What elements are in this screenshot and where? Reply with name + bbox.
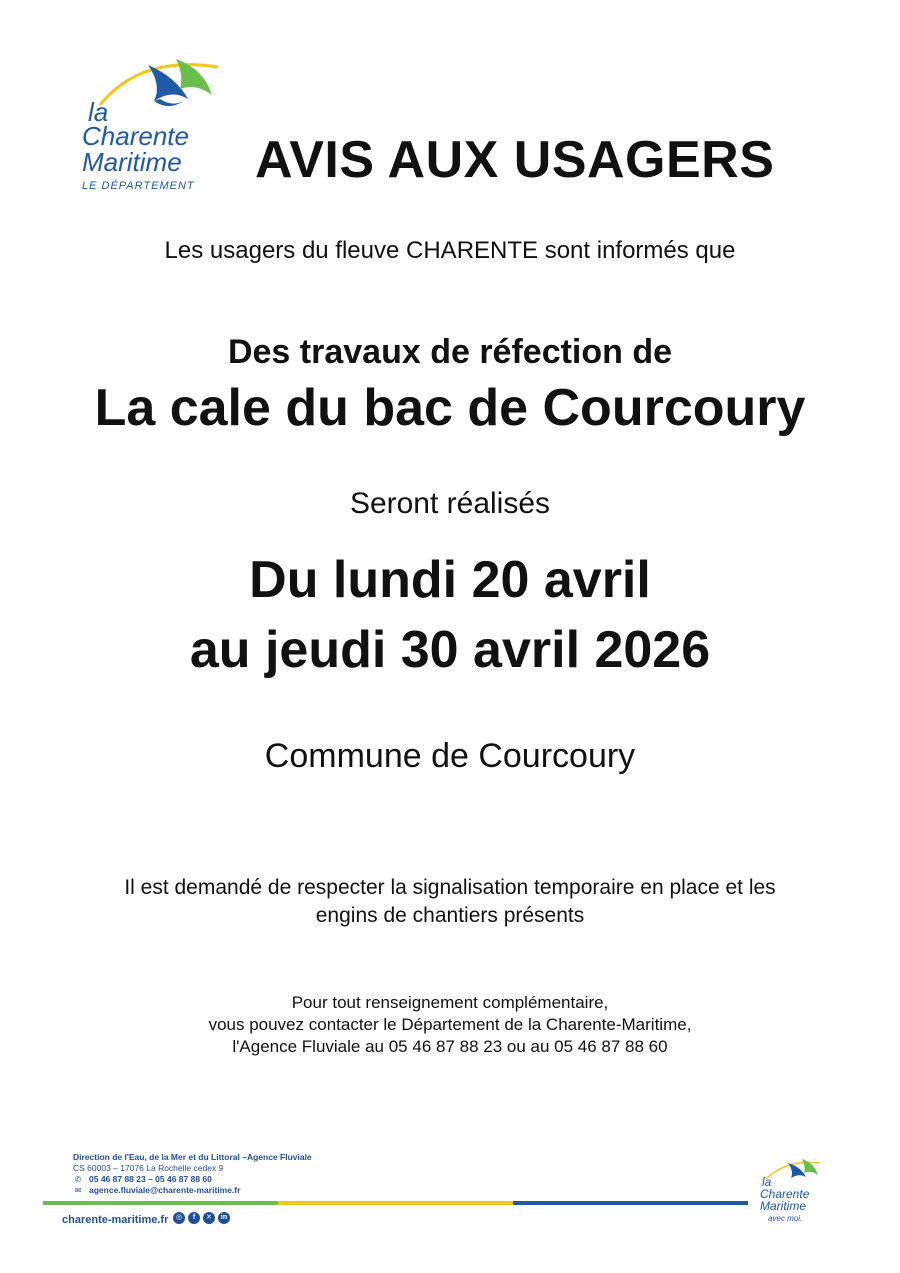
footer-logo-maritime: Maritime [760,1199,807,1213]
mail-icon: ✉ [74,1186,82,1195]
contact-line-2: vous pouvez contacter le Département de la Charente-Maritime, [208,1015,692,1034]
footer-email-row [73,1185,312,1196]
instagram-icon[interactable]: ◎ [173,1212,185,1224]
logo-text-maritime: Maritime [82,147,182,177]
phone-icon: ✆ [74,1175,82,1184]
footer-bar-green [43,1201,278,1205]
linkedin-icon[interactable]: in [218,1212,230,1224]
footer-phone-row [73,1174,312,1185]
commune-text: Commune de Courcoury [264,737,636,775]
date-start: Du lundi 20 avril [249,551,651,609]
request-line-1: Il est demandé de respecter la signalisation temporaire en place et les [124,876,776,899]
logo-text-la: la [88,97,109,127]
footer-logo-charente: Charente [760,1187,810,1201]
footer-address: CS 60003 – 17076 La Rochelle cedex 9 [73,1163,224,1173]
footer-email[interactable]: agence.fluviale@charente-maritime.fr [89,1185,241,1195]
footer-logo [758,1157,828,1227]
department-logo [80,55,225,195]
contact-line-1: Pour tout renseignement complémentaire, [291,993,609,1012]
works-location: La cale du bac de Courcoury [94,379,806,437]
logo-text-charente: Charente [82,121,189,151]
website-link[interactable]: charente-maritime.fr [62,1214,169,1226]
seront-text: Seront réalisés [349,487,551,520]
contact-line-3: l'Agence Fluviale au 05 46 87 88 23 ou au 05 46 87 88 60 [232,1037,668,1056]
facebook-icon[interactable]: f [188,1212,200,1224]
x-icon[interactable]: ✕ [203,1212,215,1224]
footer-logo-la: la [762,1175,772,1189]
request-text [0,874,900,930]
footer-bar-yellow [278,1201,513,1205]
footer-logo-tagline: avec moi. [768,1214,803,1223]
footer-bar-blue [513,1201,748,1205]
footer-direction: Direction de l'Eau, de la Mer et du Littoral –Agence Fluviale [73,1152,312,1162]
request-line-2: engins de chantiers présents [315,904,585,927]
intro-text: Les usagers du fleuve CHARENTE sont informés que [164,237,736,264]
footer-info [73,1152,312,1196]
footer-color-bar [43,1201,748,1205]
notice-title: AVIS AUX USAGERS [255,131,775,189]
date-end: au jeudi 30 avril 2026 [189,621,711,679]
logo-tagline: LE DÉPARTEMENT [82,180,195,192]
footer-phones: 05 46 87 88 23 – 05 46 87 88 60 [89,1174,212,1184]
social-links [173,1212,230,1224]
contact-text [0,992,900,1058]
works-heading: Des travaux de réfection de [227,333,673,371]
